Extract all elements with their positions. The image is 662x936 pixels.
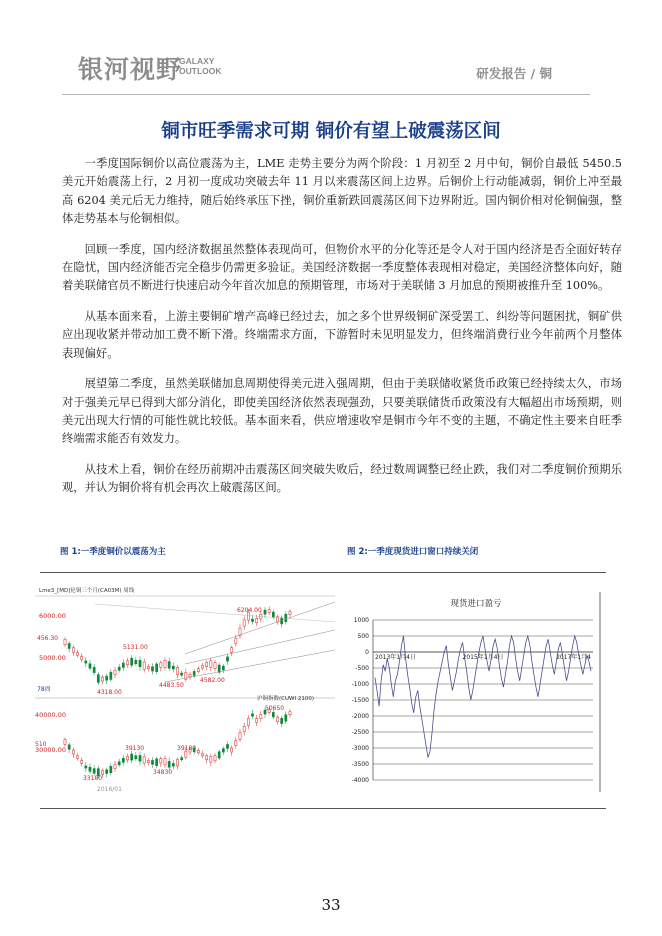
paragraph-1: 一季度国际铜价以高位震荡为主，LME 走势主要分为两个阶段：1 月初至 2 月中旬，铜价自最低 5450.5 美元开始震荡上行，2 月初一度成功突破去年 11 月以来震荡区间上边界。后铜价上行动能减弱，铜价上冲至最高 6204 美元后无力维持，随后始终承压下挫，铜价重新跌回震荡区间下边界附近。国内铜价相对伦铜偏强，整体走势基本与伦铜相似。 [62, 157, 622, 225]
candle-body [193, 671, 195, 675]
figure-1-caption: 图 1:一季度铜价以震荡为主 [60, 547, 166, 557]
bottom-tick-40000: 40000.00 [35, 711, 67, 719]
candle-body [126, 661, 128, 665]
candle-body [214, 756, 216, 761]
annot-6204: 6204.00 [237, 607, 262, 614]
annot-5131: 5131.00 [123, 644, 148, 651]
logo-english-line1: GALAXY [179, 56, 215, 66]
candle-body [64, 639, 66, 644]
candle-body [285, 614, 287, 621]
article-title: 铜市旺季需求可期 铜价有望上破震荡区间 [161, 121, 501, 142]
candle-body [147, 760, 149, 762]
annot-34830: 34830 [153, 769, 173, 776]
candle-body [222, 749, 224, 753]
candle-body [210, 661, 212, 667]
annot-4483: 4483.50 [159, 682, 184, 689]
candle-body [164, 660, 166, 667]
annot-33180: 33180 [83, 775, 103, 782]
candle-body [272, 612, 274, 617]
candle-body [256, 618, 258, 622]
y-tick-label: 1000 [353, 617, 369, 625]
candle-body [110, 766, 112, 772]
candle-body [85, 661, 87, 663]
candle-body [122, 758, 124, 762]
candle-body [118, 762, 120, 765]
annot-78w: 78周 [37, 686, 51, 693]
candle-body [160, 663, 162, 668]
candle-body [151, 760, 153, 764]
header-divider [62, 94, 590, 95]
paragraph-5: 从技术上看，铜价在经历前期冲击震荡区间突破失败后，经过数周调整已经止跌，我们对二季度铜价预期乐观，并认为铜价将有机会再次上破震荡区间。 [62, 463, 622, 495]
candle-body [126, 756, 128, 760]
candle-body [226, 657, 228, 661]
top-panel-label: Lme3_[MD]伦铜三个月(CA03M) 周线 [39, 588, 135, 594]
figure-2-caption: 图 2:一季度现货进口窗口持续关闭 [347, 547, 479, 557]
candle-body [256, 719, 258, 723]
candle-body [72, 750, 74, 754]
annot-39180: 39180 [177, 745, 197, 752]
chart-title: 现货进口盈亏 [450, 599, 502, 609]
candle-body [172, 666, 174, 669]
candle-body [160, 759, 162, 763]
candle-body [243, 620, 245, 626]
candle-body [89, 664, 91, 669]
date-label: 2016/01 [97, 786, 122, 793]
y-tick-labels [352, 617, 370, 784]
y-tick-label: 500 [357, 633, 369, 641]
candle-body [172, 763, 174, 766]
candle-body [143, 757, 145, 763]
page-number: 33 [321, 896, 341, 914]
candle-body [264, 610, 266, 614]
candle-body [218, 752, 220, 758]
candle-body [168, 761, 170, 767]
candle-body [251, 619, 253, 621]
candle-body [97, 675, 99, 683]
candle-body [281, 718, 283, 723]
paragraph-4: 展望第二季度，虽然美联储加息周期使得美元进入强周期，但由于美联储收紧货币政策已经持续太久，市场对于强美元早已得到大部分消化，即使美国经济依然表现强劲，只要美联储货币政策没有大幅超出市场预期，则美元出现大行情的可能性就比较低。基本面来看，供应增速收窄是铜市今年不变的主题，不确定性主要来自旺季终端需求能否有效发力。 [62, 377, 622, 446]
candle-body [181, 758, 183, 760]
x-tick-label: 2015年1月4日 [462, 654, 504, 661]
candle-body [135, 660, 137, 663]
candle-body [201, 666, 203, 669]
figure-bottom-rule [40, 808, 606, 809]
logo-chinese: 银河视野 [78, 55, 183, 84]
candle-body [260, 715, 262, 719]
candle-body [139, 755, 141, 761]
y-tick-label: -4000 [351, 777, 369, 785]
bottom-tick-30000: 30000.00 [35, 746, 67, 754]
candle-body [64, 740, 66, 745]
candle-body [164, 759, 166, 765]
candle-body [151, 667, 153, 671]
candle-body [139, 660, 141, 667]
top-tick-5000: 5000.00 [39, 654, 66, 662]
candle-body [206, 756, 208, 760]
candle-body [114, 670, 116, 674]
annot-4318: 4318.00 [97, 689, 122, 696]
candle-body [289, 612, 291, 615]
candle-body [197, 750, 199, 753]
candle-body [89, 767, 91, 771]
candle-body [214, 663, 216, 669]
candle-body [276, 717, 278, 722]
article-body [62, 155, 622, 510]
candle-body [185, 751, 187, 757]
candle-body [106, 676, 108, 680]
candle-body [189, 674, 191, 676]
y-tick-label: -3000 [351, 745, 369, 753]
candle-body [251, 714, 253, 716]
candle-body [235, 741, 237, 745]
x-tick-labels [375, 653, 591, 661]
candle-body [114, 765, 116, 769]
candle-body [181, 673, 183, 675]
candle-body [72, 648, 74, 652]
candle-body [101, 771, 103, 775]
candle-body [156, 664, 158, 672]
candle-body [197, 669, 199, 672]
y-tick-label: -1000 [351, 681, 369, 689]
breadcrumb: 研发报告 / 铜 [476, 66, 552, 81]
candle-body [81, 761, 83, 764]
candle-body [118, 667, 120, 670]
candle-body [239, 733, 241, 740]
candle-body [218, 665, 220, 672]
candle-body [110, 672, 112, 679]
logo-english [179, 56, 222, 76]
candle-body [143, 662, 145, 669]
y-tick-label: -1500 [351, 697, 369, 705]
candle-body [122, 663, 124, 667]
y-tick-label: 0 [365, 649, 369, 657]
candle-body [106, 770, 108, 774]
paragraph-2: 回顾一季度，国内经济数据虽然整体表现尚可，但物价水平的分化等还是令人对于国内经济是否全面好转存在隐忧，国内经济能否完全稳步仍需更多验证。美国经济数据一季度整体表现相对稳定，美国经济整体向好，随着美联储官员不断进行快速启动今年首次加息的预期管理，市场对于美联储 3 月加息的预期被推升至 100%。 [62, 242, 622, 293]
x-tick-label: 2013年1月4日 [375, 654, 416, 661]
candle-body [131, 658, 133, 665]
candle-body [176, 760, 178, 766]
candle-body [210, 756, 212, 762]
candle-body [272, 712, 274, 717]
y-tick-label: -500 [355, 665, 369, 673]
candle-body [147, 667, 149, 669]
candle-body [231, 648, 233, 653]
candle-body [131, 754, 133, 760]
candle-body [68, 745, 70, 750]
annot-4582: 4582.00 [200, 677, 225, 684]
figure-1-chart [35, 582, 335, 796]
figure-2-chart [341, 592, 601, 792]
annot-510: 510 [35, 741, 47, 748]
candle-body [68, 643, 70, 648]
candle-body [268, 610, 270, 613]
candle-body [243, 726, 245, 732]
candle-body [222, 666, 224, 670]
candle-body [93, 769, 95, 774]
candle-body [168, 662, 170, 669]
logo-english-line2: OUTLOOK [179, 66, 222, 76]
candle-body [226, 744, 228, 748]
candle-body [101, 677, 103, 681]
annot-39130: 39130 [125, 745, 145, 752]
y-tick-label: -2500 [351, 729, 369, 737]
candle-body [235, 639, 237, 644]
annot-456: 456.30 [37, 635, 58, 642]
candle-body [135, 756, 137, 759]
candle-body [176, 667, 178, 674]
candle-body [206, 662, 208, 666]
candle-body [156, 759, 158, 766]
candle-body [231, 748, 233, 752]
x-tick-label: 2017年1月4 [556, 654, 591, 661]
candle-body [289, 712, 291, 715]
candle-body [201, 753, 203, 755]
candle-body [247, 719, 249, 726]
annot-50650: 50650 [265, 705, 285, 712]
candle-body [76, 653, 78, 655]
y-tick-label: -3500 [351, 761, 369, 769]
candle-body [285, 715, 287, 722]
candle-body [76, 756, 78, 758]
y-tick-label: -2000 [351, 713, 369, 721]
figure-top-rule [40, 572, 606, 573]
candle-body [81, 657, 83, 660]
paragraph-3: 从基本面来看，上游主要铜矿增产高峰已经过去，加之多个世界级铜矿深受罢工、纠纷等问题困扰，铜矿供应出现收紧并带动加工费不断下滑。终端需求方面，下游暂时未见明显发力，但终端消费行业今年前两个月整体表现偏好。 [62, 310, 622, 360]
candle-body [93, 667, 95, 672]
candle-body [85, 766, 87, 768]
bottom-panel-label: 沪铜指数(CUWI 2100) [257, 696, 314, 702]
top-tick-6000: 6000.00 [39, 612, 66, 620]
